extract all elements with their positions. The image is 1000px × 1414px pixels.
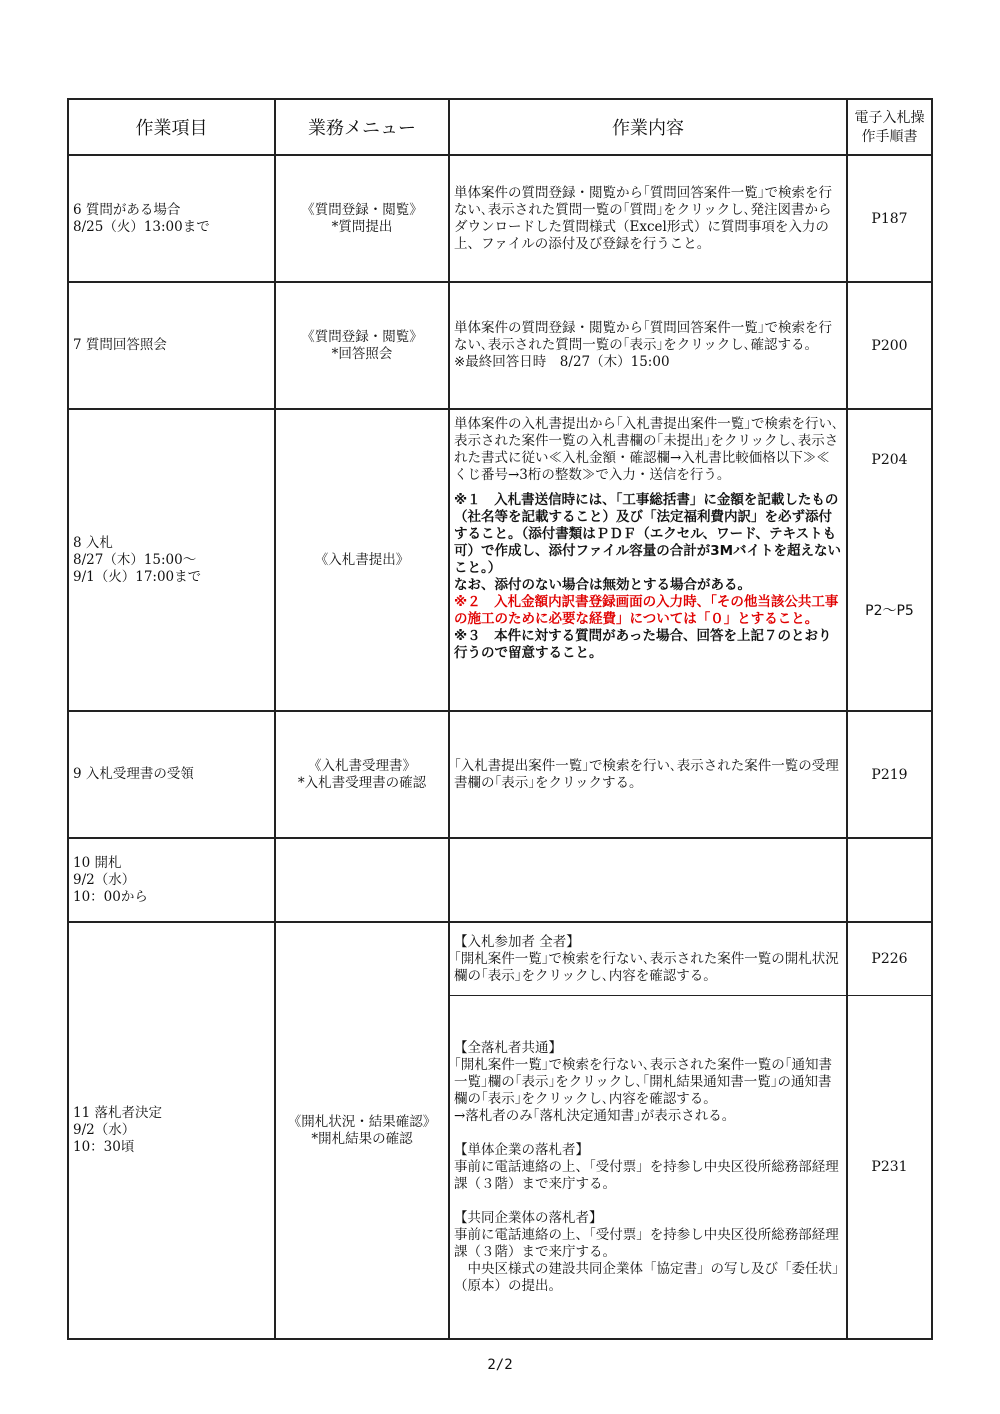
table-row	[68, 282, 932, 409]
note-2: ※２ 入札金額内訳書登録画面の入力時、「その他当該公共工事の施工のために必要な経費」については「０」とすること。	[454, 594, 839, 627]
row-page	[847, 409, 932, 711]
table-row	[68, 409, 932, 711]
bid-instruction: 単体案件の入札書提出から｢入札書提出案件一覧｣で検索を行い､表示された案件一覧の入札書欄の｢未提出｣をクリックし､表示された書式に従い≪入札金額・確認欄→入札書比較価格以下≫≪くじ番号→3桁の整数≫で入力・送信を行う。	[454, 416, 839, 483]
table-row	[68, 155, 932, 282]
header-content: 作業内容	[449, 99, 847, 155]
note-1: ※１ 入札書送信時には、「工事総括書」に金額を記載したもの（社名等を記載すること）及び「法定福利費内訳」を必ず添付すること。（添付書類はＰＤＦ（エクセル、ワード、テキストも可）で作成し、添付ファイル容量の合計が3Mバイトを超えないこと。） なお、添付のない場合は無効とする場合がある。	[454, 492, 842, 593]
row-item: 6 質問がある場合 8/25（火）13:00まで	[68, 155, 275, 282]
row-menu	[275, 838, 449, 922]
table-row	[68, 922, 932, 1339]
row-content: 単体案件の質問登録・閲覧から｢質問回答案件一覧｣で検索を行ない､表示された質問一覧の｢表示｣をクリックし､確認する。 ※最終回答日時 8/27（木）15:00	[449, 282, 847, 409]
row-page: P187	[847, 155, 932, 282]
row-item: 9 入札受理書の受領	[68, 711, 275, 838]
row-page: P200	[847, 282, 932, 409]
content-all-bidders: 【入札参加者 全者】 ｢開札案件一覧｣で検索を行ない､表示された案件一覧の開札状況欄の｢表示｣をクリックし､内容を確認する。	[450, 923, 846, 996]
procedure-table	[67, 98, 933, 1340]
row-content	[449, 409, 847, 711]
row-item: 7 質問回答照会	[68, 282, 275, 409]
header-menu: 業務メニュー	[275, 99, 449, 155]
row-item: 10 開札 9/2（水） 10：00から	[68, 838, 275, 922]
row-content: 単体案件の質問登録・閲覧から｢質問回答案件一覧｣で検索を行ない､表示された質問一覧の｢質問｣をクリックし､発注図書からダウンロードした質問様式（Excel形式）に質問事項を入力の上、ファイルの添付及び登録を行うこと。	[449, 155, 847, 282]
content-winners: 【全落札者共通】 ｢開札案件一覧｣で検索を行ない､表示された案件一覧の｢通知書一覧｣欄の｢表示｣をクリックし､｢開札結果通知書一覧｣の通知書欄の｢表示｣をクリックし､内容を確認する。 →落札者のみ｢落札決定通知書｣が表示される。 【単体企業の落札者】 事前に電話連絡の上、「受付票」を持参し中央区役所総務部経理課（３階）まで来庁する。 【共同企業体の落札者】 事前に電話連絡の上、「受付票」を持参し中央区役所総務部経理課（３階）まで来庁する。 中央区様式の建設共同企業体「協定書」の写し及び「委任状」（原本）の提出。	[454, 1039, 839, 1294]
row-content: ｢入札書提出案件一覧｣で検索を行い､表示された案件一覧の受理書欄の｢表示｣をクリックする。	[449, 711, 847, 838]
page-ref-main: P204	[871, 452, 908, 468]
row-menu: 《開札状況・結果確認》 *開札結果の確認	[275, 922, 449, 1339]
row-content	[449, 922, 847, 1339]
page-ref-winners: P231	[871, 1159, 908, 1175]
row-page	[847, 838, 932, 922]
page-ref-all-bidders: P226	[848, 923, 931, 996]
header-procedure: 電子入札操 作手順書	[847, 99, 932, 155]
table-row	[68, 711, 932, 838]
row-content	[449, 838, 847, 922]
page-ref-notes: P2～P5	[865, 603, 914, 619]
row-menu: 《入札書提出》	[275, 409, 449, 711]
page-number: 2/2	[487, 1357, 513, 1373]
row-menu: 《質問登録・閲覧》 *回答照会	[275, 282, 449, 409]
row-page	[847, 922, 932, 1339]
row-item: 11 落札者決定 9/2（水） 10：30頃	[68, 922, 275, 1339]
row-item: 8 入札 8/27（木）15:00～ 9/1（火）17:00まで	[68, 409, 275, 711]
header-row	[68, 99, 932, 155]
header-item: 作業項目	[68, 99, 275, 155]
row-menu: 《質問登録・閲覧》 *質問提出	[275, 155, 449, 282]
row-page: P219	[847, 711, 932, 838]
table-row	[68, 838, 932, 922]
note-3: ※３ 本件に対する質問があった場合、回答を上記７のとおり行うので留意すること。	[454, 628, 832, 661]
row-menu: 《入札書受理書》 *入札書受理書の確認	[275, 711, 449, 838]
